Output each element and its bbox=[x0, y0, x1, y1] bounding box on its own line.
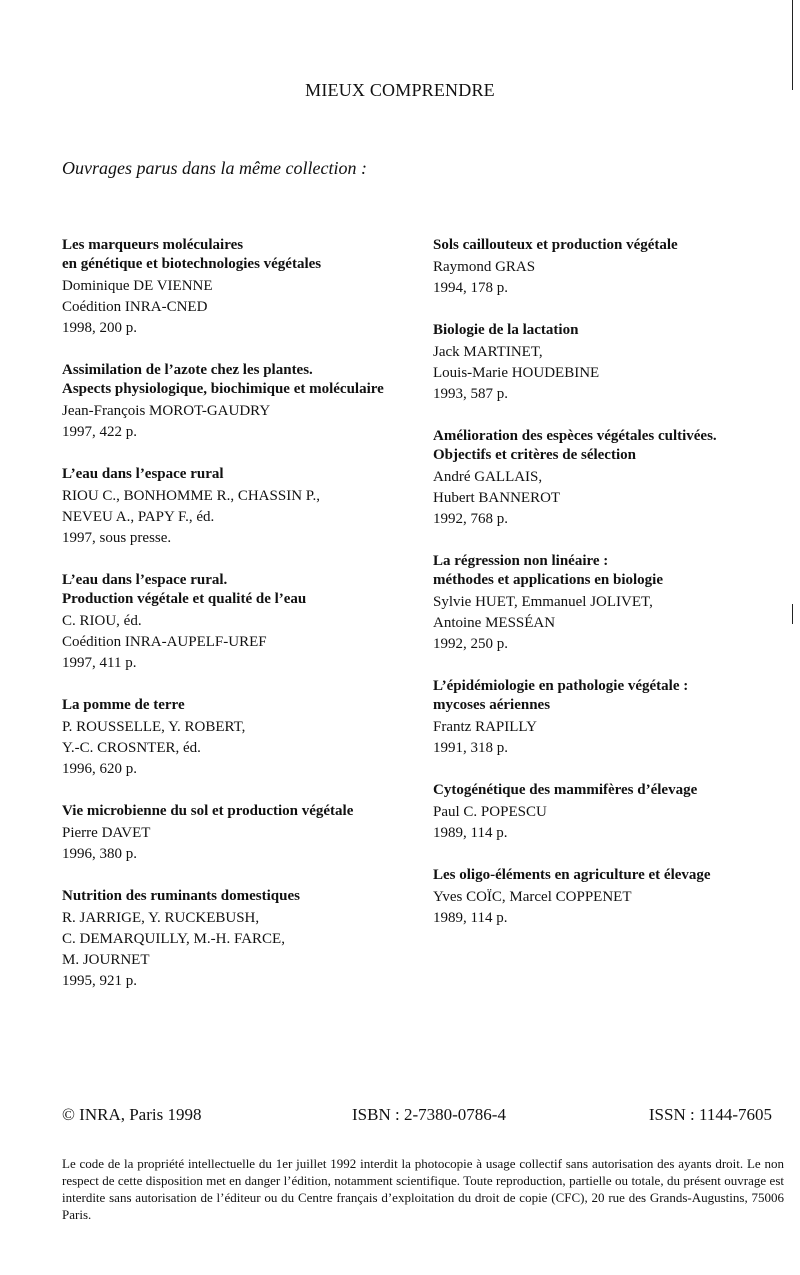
book-title bbox=[433, 321, 773, 340]
book-title-line: L’épidémiologie en pathologie végétale : bbox=[433, 678, 689, 694]
book-entry bbox=[433, 552, 773, 655]
book-detail-line: 1994, 178 p. bbox=[433, 280, 508, 296]
book-entry bbox=[62, 571, 422, 674]
book-detail-line: Jean-François MOROT-GAUDRY bbox=[62, 403, 271, 419]
book-entry bbox=[433, 236, 773, 299]
book-title bbox=[62, 887, 422, 906]
margin-mark bbox=[792, 0, 793, 90]
book-detail-line: Coédition INRA-CNED bbox=[62, 299, 208, 315]
book-detail-line: Louis-Marie HOUDEBINE bbox=[433, 365, 600, 381]
book-title bbox=[62, 802, 422, 821]
book-title bbox=[433, 677, 773, 715]
book-title bbox=[433, 427, 773, 465]
book-detail-line: 1992, 768 p. bbox=[433, 511, 508, 527]
book-entry bbox=[62, 887, 422, 992]
book-detail-line: 1989, 114 p. bbox=[433, 825, 508, 841]
book-detail-line: C. RIOU, éd. bbox=[62, 613, 142, 629]
book-detail-line: 1997, 422 p. bbox=[62, 424, 137, 440]
right-book-list bbox=[433, 236, 773, 951]
book-entry bbox=[62, 361, 422, 443]
book-entry bbox=[62, 802, 422, 865]
book-detail-line: Frantz RAPILLY bbox=[433, 719, 537, 735]
book-title-line: Les marqueurs moléculaires bbox=[62, 237, 244, 253]
book-title-line: Vie microbienne du sol et production végétale bbox=[62, 803, 354, 819]
book-detail-line: Raymond GRAS bbox=[433, 259, 536, 275]
book-title-line: Biologie de la lactation bbox=[433, 322, 579, 338]
book-detail-line: André GALLAIS, bbox=[433, 469, 543, 485]
book-detail-line: 1997, sous presse. bbox=[62, 530, 172, 546]
book-title-line: La régression non linéaire : bbox=[433, 553, 609, 569]
book-detail-line: 1989, 114 p. bbox=[433, 910, 508, 926]
book-title bbox=[62, 236, 422, 274]
book-detail-line: 1996, 380 p. bbox=[62, 846, 137, 862]
book-detail-line: 1996, 620 p. bbox=[62, 761, 137, 777]
book-detail-line: R. JARRIGE, Y. RUCKEBUSH, bbox=[62, 910, 260, 926]
book-detail-line: Coédition INRA-AUPELF-UREF bbox=[62, 634, 267, 650]
book-detail-line: 1993, 587 p. bbox=[433, 386, 508, 402]
book-title bbox=[62, 465, 422, 484]
book-detail-line: 1997, 411 p. bbox=[62, 655, 137, 671]
book-detail-line: Hubert BANNEROT bbox=[433, 490, 561, 506]
book-title bbox=[433, 866, 773, 885]
book-title-line: Nutrition des ruminants domestiques bbox=[62, 888, 300, 904]
book-title-line: Sols caillouteux et production végétale bbox=[433, 237, 678, 253]
collection-header: MIEUX COMPRENDRE bbox=[305, 80, 495, 100]
book-title-line: Assimilation de l’azote chez les plantes. bbox=[62, 362, 313, 378]
book-entry bbox=[433, 781, 773, 844]
book-detail-line: Yves COÏC, Marcel COPPENET bbox=[433, 889, 632, 905]
book-title-line: L’eau dans l’espace rural. bbox=[62, 572, 228, 588]
book-title-line: Les oligo-éléments en agriculture et élevage bbox=[433, 867, 711, 883]
isbn-number: ISBN : 2-7380-0786-4 bbox=[352, 1105, 506, 1124]
book-title-line: Amélioration des espèces végétales cultivées. bbox=[433, 428, 717, 444]
legal-notice: Le code de la propriété intellectuelle du 1er juillet 1992 interdit la photocopie à usage collectif sans autorisation des ayants droit. Le non respect de cette disposition met en danger l’édition, notamment scientifique. Toute reproduction, partielle ou totale, du présent ouvrage est interdite sans autorisation de l’éditeur ou du Centre français d’exploitation du droit de copie (CFC), 20 rue des Grands-Augustins, 75006 Paris. bbox=[62, 1156, 784, 1222]
issn-number: ISSN : 1144-7605 bbox=[648, 1105, 772, 1124]
book-title-line: La pomme de terre bbox=[62, 697, 185, 713]
book-title-line: en génétique et biotechnologies végétales bbox=[62, 256, 322, 272]
margin-mark bbox=[792, 604, 793, 624]
book-title bbox=[62, 571, 422, 609]
book-entry bbox=[433, 321, 773, 405]
book-detail-line: Jack MARTINET, bbox=[433, 344, 543, 360]
book-detail-line: 1998, 200 p. bbox=[62, 320, 137, 336]
book-detail-line: NEVEU A., PAPY F., éd. bbox=[62, 509, 215, 525]
book-title-line: Production végétale et qualité de l’eau bbox=[62, 591, 307, 607]
book-title-line: Cytogénétique des mammifères d’élevage bbox=[433, 782, 698, 798]
book-entry bbox=[62, 465, 422, 549]
book-detail-line: Y.-C. CROSNTER, éd. bbox=[62, 740, 201, 756]
book-detail-line: Pierre DAVET bbox=[62, 825, 151, 841]
book-detail-line: M. JOURNET bbox=[62, 952, 150, 968]
book-entry bbox=[62, 236, 422, 339]
book-detail-line: 1991, 318 p. bbox=[433, 740, 508, 756]
book-detail-line: Dominique DE VIENNE bbox=[62, 278, 213, 294]
book-detail-line: P. ROUSSELLE, Y. ROBERT, bbox=[62, 719, 246, 735]
copyright-notice: © INRA, Paris 1998 bbox=[62, 1105, 202, 1124]
book-title-line: Objectifs et critères de sélection bbox=[433, 447, 636, 463]
book-title bbox=[62, 361, 422, 399]
book-title-line: L’eau dans l’espace rural bbox=[62, 466, 224, 482]
book-title bbox=[433, 781, 773, 800]
book-title bbox=[433, 552, 773, 590]
book-entry bbox=[62, 696, 422, 780]
book-detail-line: RIOU C., BONHOMME R., CHASSIN P., bbox=[62, 488, 320, 504]
left-book-list bbox=[62, 236, 422, 1014]
book-detail-line: Paul C. POPESCU bbox=[433, 804, 547, 820]
book-title-line: mycoses aériennes bbox=[433, 697, 551, 713]
book-detail-line: 1995, 921 p. bbox=[62, 973, 137, 989]
book-title-line: méthodes et applications en biologie bbox=[433, 572, 664, 588]
book-detail-line: Antoine MESSÉAN bbox=[433, 615, 556, 631]
collection-subtitle: Ouvrages parus dans la même collection : bbox=[62, 158, 367, 178]
book-detail-line: Sylvie HUET, Emmanuel JOLIVET, bbox=[433, 594, 653, 610]
book-title bbox=[433, 236, 773, 255]
book-detail-line: 1992, 250 p. bbox=[433, 636, 508, 652]
book-title-line: Aspects physiologique, biochimique et moléculaire bbox=[62, 381, 384, 397]
book-entry bbox=[433, 677, 773, 759]
book-entry bbox=[433, 427, 773, 530]
book-detail-line: C. DEMARQUILLY, M.-H. FARCE, bbox=[62, 931, 285, 947]
book-entry bbox=[433, 866, 773, 929]
book-title bbox=[62, 696, 422, 715]
